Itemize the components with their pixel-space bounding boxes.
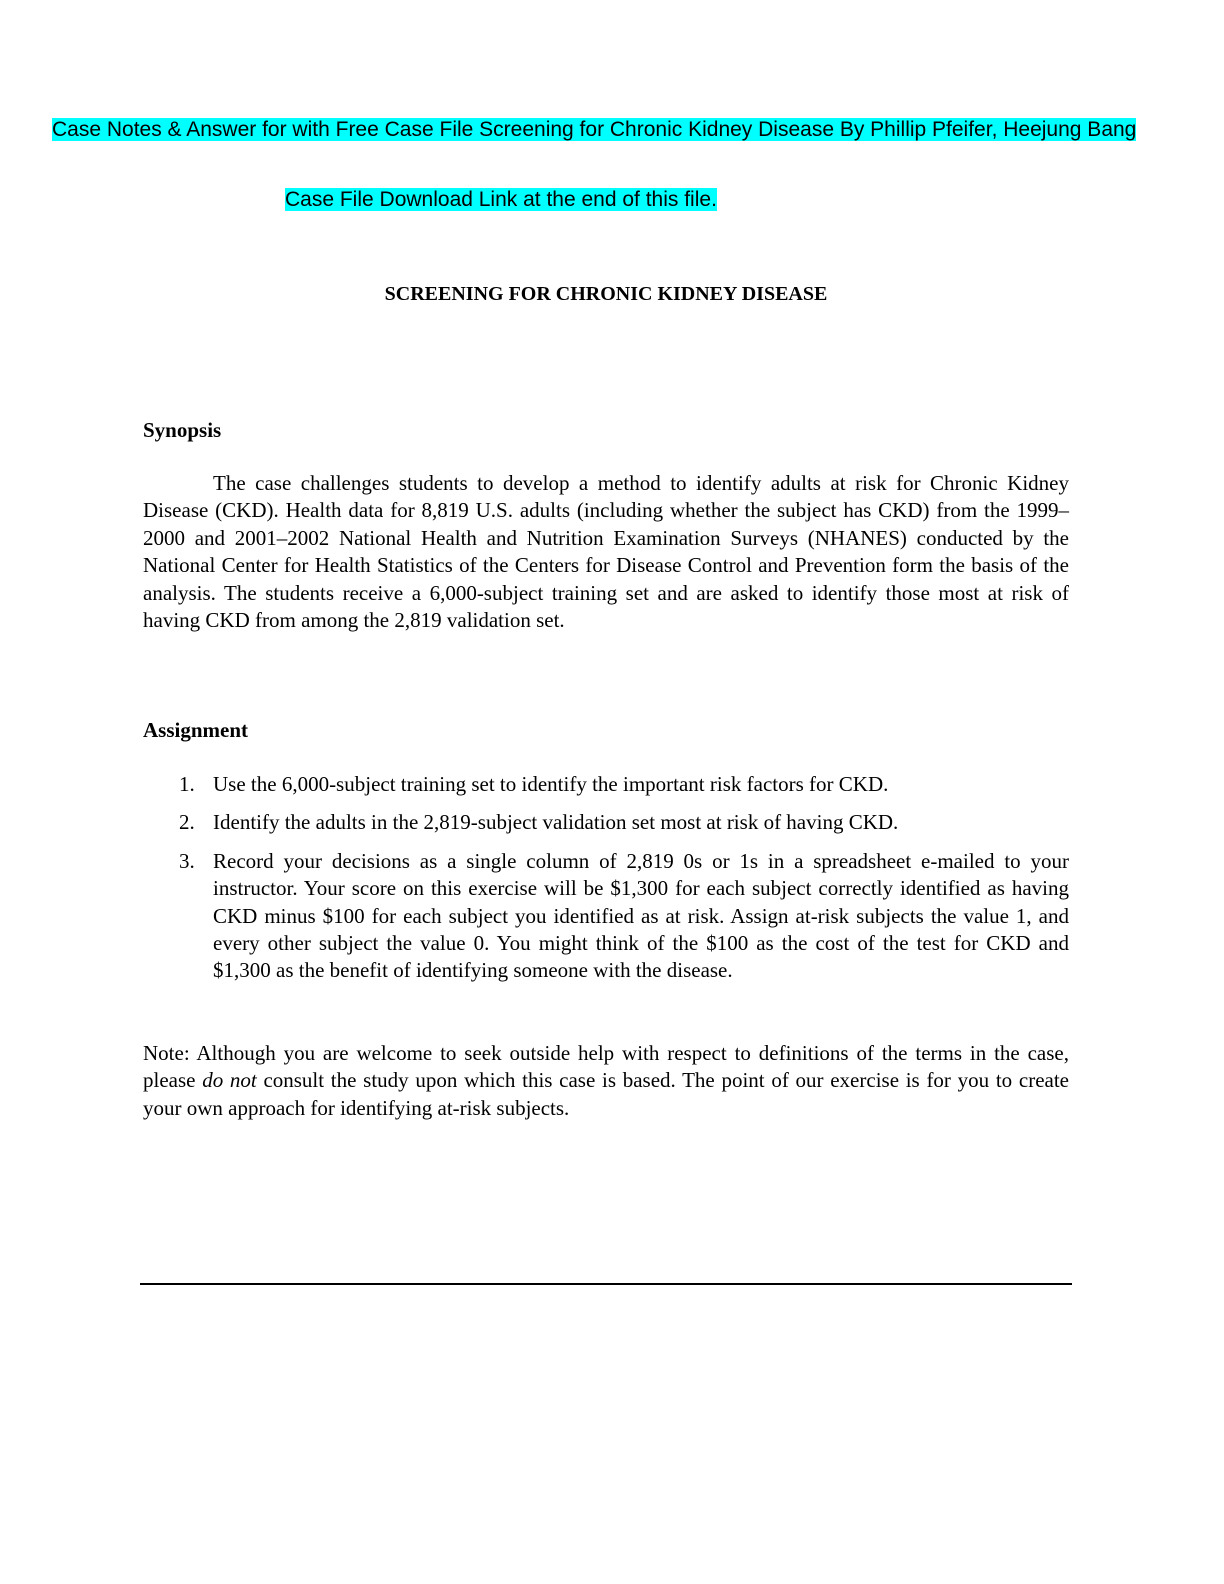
document-title: SCREENING FOR CHRONIC KIDNEY DISEASE xyxy=(384,283,828,305)
assignment-item-2 xyxy=(143,809,1069,836)
promo-text: Case Notes & Answer for with Free Case File Screening for Chronic Kidney Disease By Phillip Pfeifer, Heejung Bang xyxy=(52,118,1137,141)
download-notice-text: Case File Download Link at the end of this file. xyxy=(285,188,717,211)
list-number: 2. xyxy=(179,810,195,835)
assignment-list xyxy=(143,771,1069,996)
assignment-item-text: Identify the adults in the 2,819-subject validation set most at risk of having CKD. xyxy=(213,810,899,835)
promo-banner xyxy=(52,116,1162,143)
note-text-start: Note: Although you are welcome to seek outside help with respect to definitions of the terms in the case, please xyxy=(143,1041,1069,1093)
note-paragraph xyxy=(143,1040,1069,1122)
footnote-separator xyxy=(140,1283,1072,1285)
note-emphasis: do not xyxy=(202,1068,257,1093)
synopsis-heading: Synopsis xyxy=(143,418,222,442)
assignment-item-text: Use the 6,000-subject training set to identify the important risk factors for CKD. xyxy=(213,772,889,796)
download-notice xyxy=(285,186,717,213)
assignment-heading: Assignment xyxy=(143,718,249,742)
assignment-item-1 xyxy=(143,771,1069,798)
synopsis-paragraph: The case challenges students to develop a method to identify adults at risk for Chronic Kidney Disease (CKD). Health data for 8,819 U.S. adults (including whether the subject has CKD) from the 1999–2000 and 2001–2002 National Health and Nutrition Examination Surveys (NHANES) conducted by the National Center for Health Statistics of the Centers for Disease Control and Prevention form the basis of the analysis. The students receive a 6,000-subject training set and are asked to identify those most at risk of having CKD from among the 2,819 validation set. xyxy=(143,471,1069,633)
list-number: 1. xyxy=(179,772,195,796)
note-text-end: consult the study upon which this case is based. The point of our exercise is for you to create your own approach for identifying at-risk subjects. xyxy=(143,1068,1069,1120)
assignment-item-3 xyxy=(143,848,1069,985)
assignment-item-text: Record your decisions as a single column of 2,819 0s or 1s in a spreadsheet e-mailed to your instructor. Your score on this exercise will be $1,300 for each subject correctly identified as having CKD minus $100 for each subject you identified as at risk. Assign at-risk subjects the value 1, and every other subject the value 0. You might think of the $100 as the cost of the test for CKD and $1,300 as the benefit of identifying someone with the disease. xyxy=(213,848,1069,983)
list-number: 3. xyxy=(179,848,195,873)
